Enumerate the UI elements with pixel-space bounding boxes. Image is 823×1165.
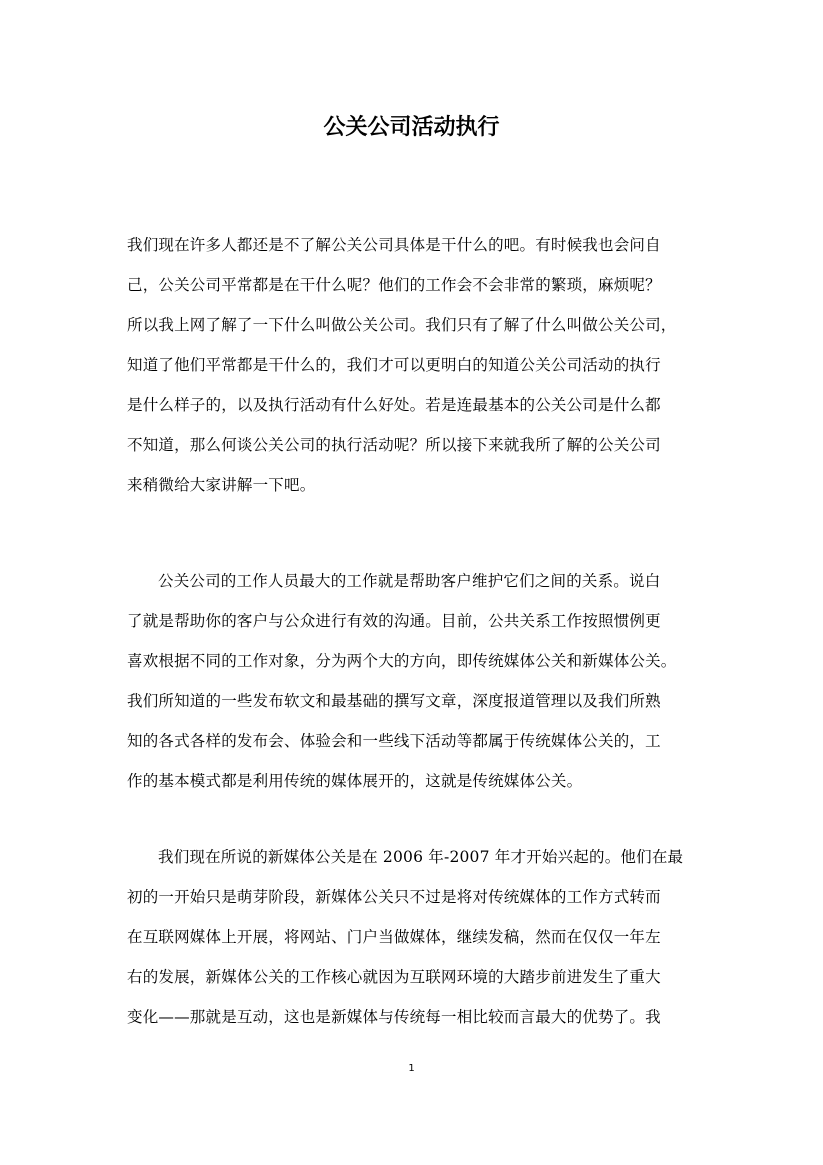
paragraph-line: 所以我上网了解了一下什么叫做公关公司。我们只有了解了什么叫做公关公司， bbox=[127, 316, 677, 334]
page-number: 1 bbox=[408, 1063, 415, 1074]
paragraph-line: 来稍微给大家讲解一下吧。 bbox=[127, 476, 316, 494]
paragraph-line: 知道了他们平常都是干什么的，我们才可以更明白的知道公关公司活动的执行 bbox=[127, 356, 661, 374]
paragraph-3 bbox=[127, 837, 699, 1037]
paragraph-line: 在互联网媒体上开展，将网站、门户当做媒体，继续发稿，然而在仅仅一年左 bbox=[127, 928, 661, 946]
paragraph-line: 了就是帮助你的客户与公众进行有效的沟通。目前，公共关系工作按照惯例更 bbox=[127, 612, 661, 630]
paragraph-line: 是什么样子的，以及执行活动有什么好处。若是连最基本的公关公司是什么都 bbox=[127, 396, 661, 414]
paragraph-1 bbox=[127, 225, 699, 505]
paragraph-2 bbox=[127, 561, 699, 801]
paragraph-line: 右的发展，新媒体公关的工作核心就因为互联网环境的大踏步前进发生了重大 bbox=[127, 968, 661, 986]
paragraph-line: 我们现在所说的新媒体公关是在 2006 年-2007 年才开始兴起的。他们在最 bbox=[158, 848, 684, 866]
paragraph-line: 公关公司的工作人员最大的工作就是帮助客户维护它们之间的关系。说白 bbox=[158, 572, 661, 590]
paragraph-line: 不知道，那么何谈公关公司的执行活动呢？所以接下来就我所了解的公关公司 bbox=[127, 436, 661, 454]
paragraph-line: 知的各式各样的发布会、体验会和一些线下活动等都属于传统媒体公关的，工 bbox=[127, 732, 661, 750]
paragraph-line: 变化——那就是互动，这也是新媒体与传统每一相比较而言最大的优势了。我 bbox=[127, 1008, 661, 1026]
document-title: 公关公司活动执行 bbox=[323, 114, 500, 140]
paragraph-line: 作的基本模式都是利用传统的媒体展开的，这就是传统媒体公关。 bbox=[127, 772, 583, 790]
paragraph-line: 我们所知道的一些发布软文和最基础的撰写文章，深度报道管理以及我们所熟 bbox=[127, 692, 661, 710]
paragraph-line: 初的一开始只是萌芽阶段，新媒体公关只不过是将对传统媒体的工作方式转而 bbox=[127, 888, 661, 906]
paragraph-line: 喜欢根据不同的工作对象，分为两个大的方向，即传统媒体公关和新媒体公关。 bbox=[127, 652, 677, 670]
paragraph-line: 我们现在许多人都还是不了解公关公司具体是干什么的吧。有时候我也会问自 bbox=[127, 236, 661, 254]
paragraph-line: 己，公关公司平常都是在干什么呢？他们的工作会不会非常的繁琐，麻烦呢？ bbox=[127, 276, 661, 294]
